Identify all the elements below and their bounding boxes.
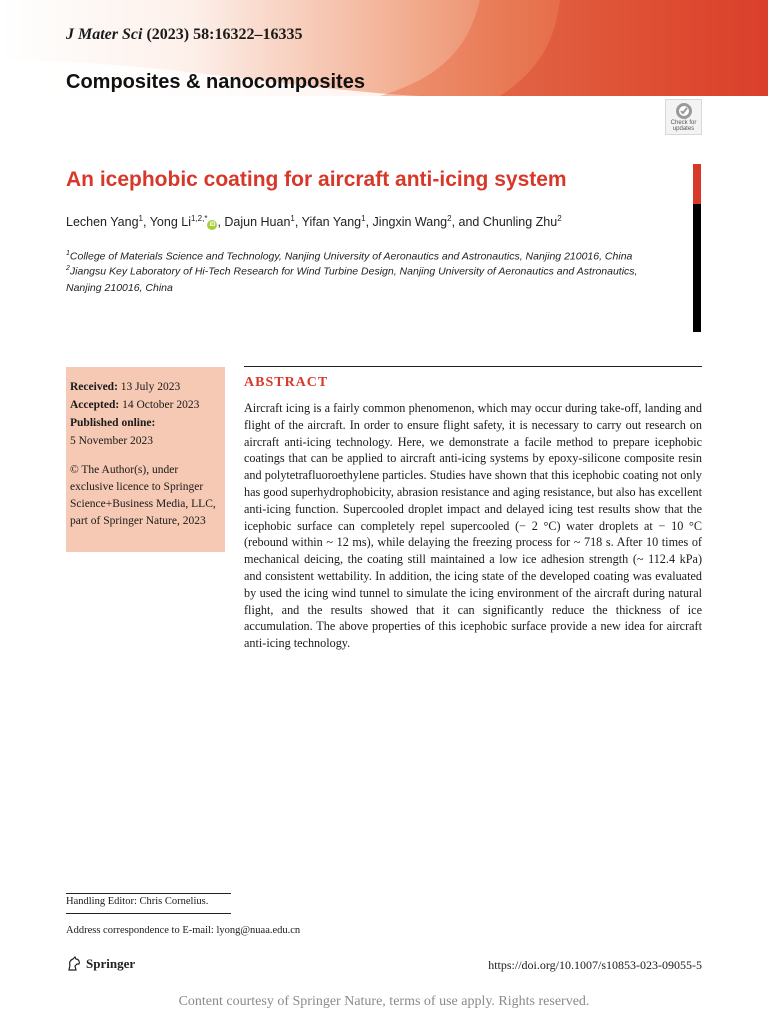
- article-title: An icephobic coating for aircraft anti-icing system: [66, 168, 567, 191]
- author-name: Lechen Yang: [66, 215, 139, 230]
- author-affiliation-sup: 2: [447, 214, 452, 223]
- check-for-updates-icon: [675, 102, 693, 120]
- affiliation-sup: 2: [66, 265, 70, 272]
- correspondence-address: Address correspondence to E-mail: lyong@nuaa.edu.cn: [66, 925, 301, 936]
- author-name: Dajun Huan: [224, 215, 291, 230]
- author-affiliation-sup: 1,2,*: [190, 214, 208, 223]
- published-value: 5 November 2023: [70, 435, 154, 447]
- published-label: Published online:: [70, 417, 156, 429]
- check-for-updates-button[interactable]: [665, 99, 702, 135]
- accepted-date: [70, 396, 221, 414]
- publisher-logo: [66, 956, 135, 972]
- author-separator: ,: [142, 215, 150, 230]
- copyright-notice: © The Author(s), under exclusive licence to Springer Science+Business Media, LLC, part of Springer Nature, 2023: [70, 464, 216, 527]
- author-affiliation-sup: 1: [290, 214, 295, 223]
- springer-horse-icon: [66, 956, 82, 972]
- courtesy-notice: Content courtesy of Springer Nature, terms of use apply. Rights reserved.: [178, 994, 590, 1009]
- received-date: [70, 378, 221, 396]
- publisher-name: Springer: [86, 956, 136, 971]
- journal-citation: [66, 26, 302, 44]
- abstract-rule: [244, 366, 702, 367]
- footnote-divider: [66, 893, 231, 894]
- affiliation-text: Jiangsu Key Laboratory of Hi-Tech Research for Wind Turbine Design, Nanjing University of Aeronautics and Astronautics,: [69, 265, 638, 278]
- footnote-divider: [66, 913, 231, 914]
- orcid-icon[interactable]: iD: [209, 222, 216, 229]
- author-list: [66, 214, 562, 230]
- author-separator: ,: [365, 215, 373, 230]
- author-name: Chunling Zhu: [482, 215, 558, 230]
- author-separator: ,: [294, 215, 302, 230]
- handling-editor: Handling Editor: Chris Cornelius.: [66, 896, 209, 907]
- section-label: Composites & nanocomposites: [66, 71, 365, 93]
- author-affiliation-sup: 1: [361, 214, 366, 223]
- check-for-updates-line2: updates: [672, 126, 695, 132]
- abstract-text: Aircraft icing is a fairly common phenomenon, which may occur during take-off, landing and flight of the aircraft. In order to ensure flight safety, it is necessary to carry out research on aircraft anti-icing technology. Here, we demonstrate a facile method to prepare icephobic coatings that can be applied to aircraft anti-icing systems by epoxy-silicone composite resin and polytetrafluoroethylene particles. Studies have shown that this icephobic coating not only has good superhydrophobicity, abrasion resistance and aging resistance, but also has excellent anti-icing function. Supercooled droplet impact and delayed icing test results show that the icephobic surface can completely repel supercooled (− 2 °C) water droplets at − 10 °C (rebound within ~ 12 ms), while delaying the freezing process for ~ 718 s. After 10 times of mechanical deicing, the coating still maintained a low ice adhesion strength (~ 112.4 kPa) and consistent wettability. In addition, the icing state of the developed coating was evaluated by used the icing wind tunnel to simulate the icing environment of the aircraft during natural flight, and the results showed that it can significantly reduce the thickness of ice accumulation. The above properties of this icephobic surface provide a new idea for aircraft anti-icing technology.: [244, 401, 702, 651]
- journal-name: J Mater Sci: [66, 26, 143, 43]
- side-accent-bar-red: [693, 164, 701, 204]
- journal-volume: (2023) 58:16322–16335: [142, 26, 303, 43]
- author-separator: , and: [451, 215, 483, 230]
- affiliation-1: [66, 250, 632, 263]
- author-affiliation-sup: 1: [138, 214, 143, 223]
- affiliation-text: Nanjing 210016, China: [66, 282, 173, 294]
- abstract-heading: ABSTRACT: [244, 375, 329, 390]
- author-affiliation-sup: 2: [557, 214, 562, 223]
- affiliation-2: [66, 265, 637, 278]
- accepted-value: 14 October 2023: [119, 399, 200, 411]
- author-name: Jingxin Wang: [372, 215, 448, 230]
- affiliation-2-cont: [66, 282, 173, 294]
- received-value: 13 July 2023: [117, 381, 181, 393]
- received-label: Received:: [70, 381, 118, 393]
- affiliation-sup: 1: [66, 250, 70, 257]
- accepted-label: Accepted:: [70, 399, 120, 411]
- doi-link[interactable]: https://doi.org/10.1007/s10853-023-09055-5: [488, 958, 702, 972]
- article-history-box: [66, 367, 225, 552]
- affiliation-text: College of Materials Science and Technology, Nanjing University of Aeronautics and Astronautics, Nanjing 210016, China: [69, 250, 633, 263]
- author-name: Yong Li: [149, 215, 191, 230]
- author-name: Yifan Yang: [301, 215, 362, 230]
- author-separator: ,: [217, 215, 225, 230]
- side-accent-bar-black: [693, 204, 701, 332]
- check-for-updates-line1: Check for: [670, 120, 697, 126]
